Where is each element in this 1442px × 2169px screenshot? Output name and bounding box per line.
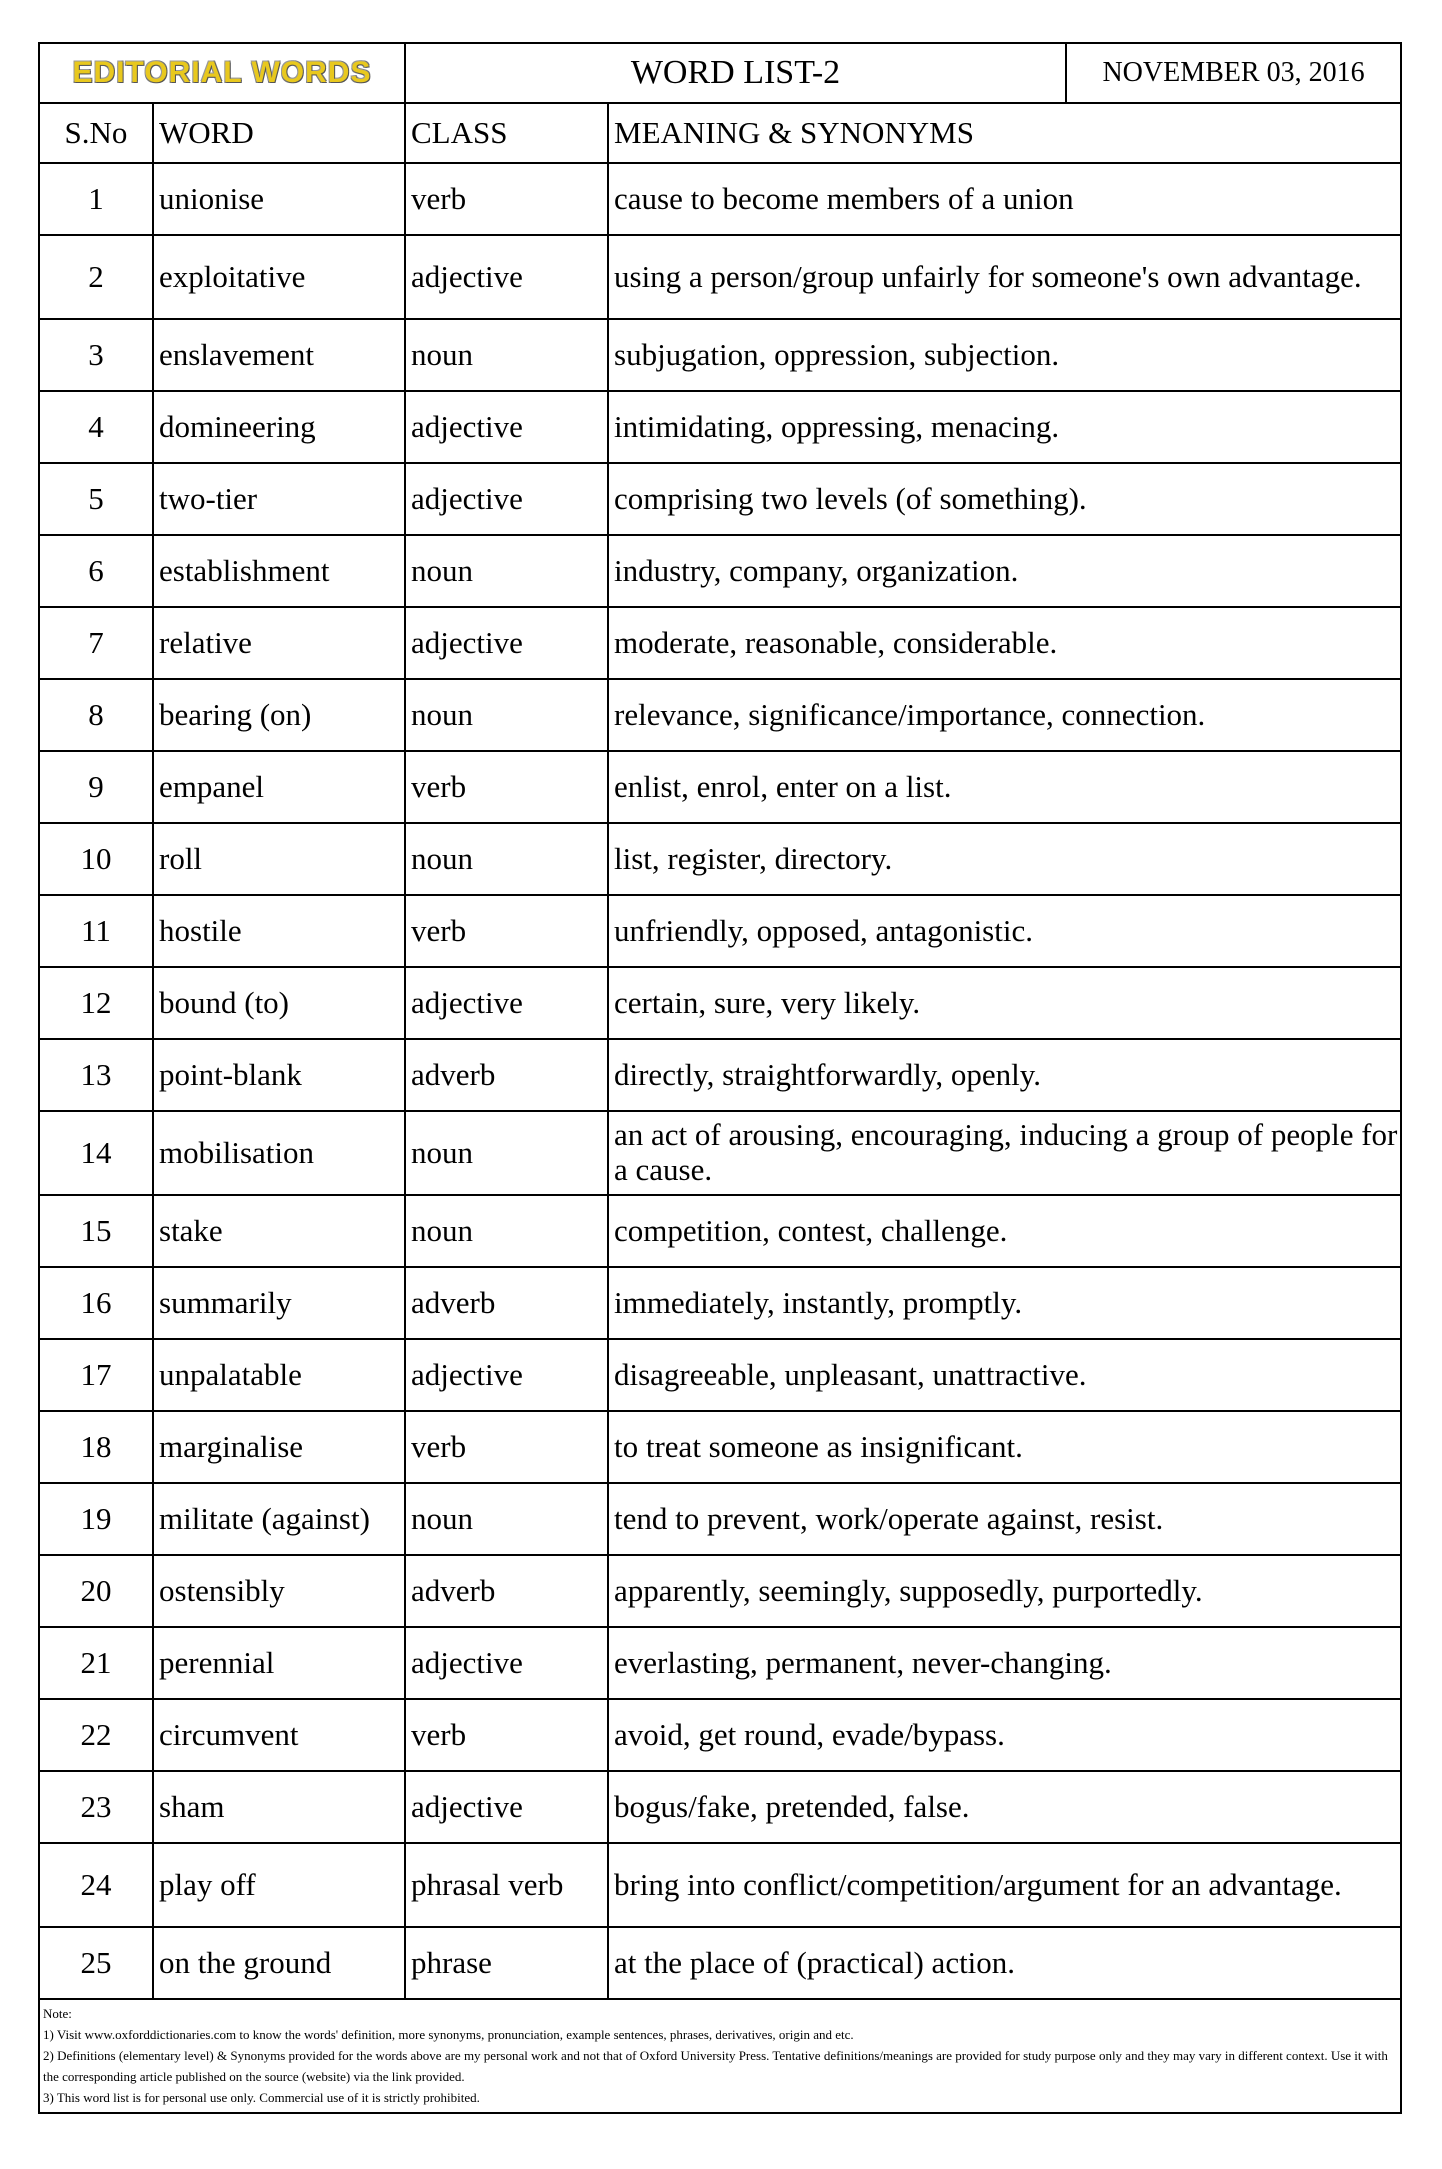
- word-cell: militate (against): [153, 1483, 405, 1555]
- sno-cell: 4: [39, 391, 153, 463]
- meaning-cell: bring into conflict/competition/argument for an advantage.: [608, 1843, 1401, 1927]
- table-row: [39, 1039, 1401, 1111]
- class-cell: adverb: [405, 1555, 608, 1627]
- class-cell: noun: [405, 319, 608, 391]
- meaning-cell: relevance, significance/importance, connection.: [608, 679, 1401, 751]
- meaning-cell: disagreeable, unpleasant, unattractive.: [608, 1339, 1401, 1411]
- word-cell: circumvent: [153, 1699, 405, 1771]
- logo-text: EDITORIAL WORDS: [72, 56, 372, 89]
- notes-row: [39, 1999, 1401, 2113]
- word-cell: bearing (on): [153, 679, 405, 751]
- sno-cell: 2: [39, 235, 153, 319]
- sno-cell: 24: [39, 1843, 153, 1927]
- class-cell: adjective: [405, 607, 608, 679]
- class-cell: noun: [405, 1111, 608, 1195]
- meaning-cell: certain, sure, very likely.: [608, 967, 1401, 1039]
- sno-cell: 22: [39, 1699, 153, 1771]
- table-row: [39, 1267, 1401, 1339]
- word-cell: hostile: [153, 895, 405, 967]
- class-cell: verb: [405, 1699, 608, 1771]
- table-row: [39, 751, 1401, 823]
- class-cell: adjective: [405, 1771, 608, 1843]
- sno-cell: 18: [39, 1411, 153, 1483]
- note-line: 1) Visit www.oxforddictionaries.com to know the words' definition, more synonyms, pronunciation, example sentences, phrases, derivatives, origin and etc.: [43, 2027, 854, 2043]
- notes-heading: Note:: [43, 2006, 72, 2021]
- class-cell: verb: [405, 1411, 608, 1483]
- meaning-cell: to treat someone as insignificant.: [608, 1411, 1401, 1483]
- word-list-table: [38, 42, 1402, 2114]
- table-row: [39, 823, 1401, 895]
- word-rows: [39, 163, 1401, 1999]
- column-header-meaning: MEANING & SYNONYMS: [608, 103, 1401, 163]
- sno-cell: 5: [39, 463, 153, 535]
- sno-cell: 23: [39, 1771, 153, 1843]
- table-row: [39, 895, 1401, 967]
- class-cell: noun: [405, 823, 608, 895]
- sno-cell: 17: [39, 1339, 153, 1411]
- word-cell: on the ground: [153, 1927, 405, 1999]
- class-cell: adjective: [405, 1339, 608, 1411]
- class-cell: adjective: [405, 391, 608, 463]
- table-row: [39, 1843, 1401, 1927]
- table-row: [39, 319, 1401, 391]
- table-row: [39, 235, 1401, 319]
- meaning-cell: list, register, directory.: [608, 823, 1401, 895]
- class-cell: adjective: [405, 235, 608, 319]
- table-row: [39, 607, 1401, 679]
- table-row: [39, 163, 1401, 235]
- sno-cell: 25: [39, 1927, 153, 1999]
- sno-cell: 13: [39, 1039, 153, 1111]
- column-header-word: WORD: [153, 103, 405, 163]
- meaning-cell: competition, contest, challenge.: [608, 1195, 1401, 1267]
- word-cell: mobilisation: [153, 1111, 405, 1195]
- table-row: [39, 1411, 1401, 1483]
- meaning-cell: bogus/fake, pretended, false.: [608, 1771, 1401, 1843]
- meaning-cell: industry, company, organization.: [608, 535, 1401, 607]
- word-cell: marginalise: [153, 1411, 405, 1483]
- meaning-cell: apparently, seemingly, supposedly, purportedly.: [608, 1555, 1401, 1627]
- meaning-cell: cause to become members of a union: [608, 163, 1401, 235]
- sno-cell: 19: [39, 1483, 153, 1555]
- sno-cell: 12: [39, 967, 153, 1039]
- meaning-cell: tend to prevent, work/operate against, resist.: [608, 1483, 1401, 1555]
- table-row: [39, 1483, 1401, 1555]
- word-cell: roll: [153, 823, 405, 895]
- class-cell: noun: [405, 1195, 608, 1267]
- note-line: 3) This word list is for personal use only. Commercial use of it is strictly prohibited.: [43, 2090, 480, 2106]
- word-cell: unionise: [153, 163, 405, 235]
- sno-cell: 21: [39, 1627, 153, 1699]
- sno-cell: 9: [39, 751, 153, 823]
- class-cell: verb: [405, 751, 608, 823]
- table-row: [39, 1927, 1401, 1999]
- table-row: [39, 463, 1401, 535]
- class-cell: verb: [405, 163, 608, 235]
- table-row: [39, 1699, 1401, 1771]
- table-row: [39, 1627, 1401, 1699]
- sno-cell: 1: [39, 163, 153, 235]
- table-row: [39, 535, 1401, 607]
- column-header-sno: S.No: [39, 103, 153, 163]
- class-cell: adjective: [405, 1627, 608, 1699]
- meaning-cell: intimidating, oppressing, menacing.: [608, 391, 1401, 463]
- meaning-cell: moderate, reasonable, considerable.: [608, 607, 1401, 679]
- word-cell: enslavement: [153, 319, 405, 391]
- table-row: [39, 679, 1401, 751]
- word-cell: summarily: [153, 1267, 405, 1339]
- table-row: [39, 1771, 1401, 1843]
- table-row: [39, 967, 1401, 1039]
- word-cell: play off: [153, 1843, 405, 1927]
- page-title: WORD LIST-2: [405, 43, 1066, 103]
- word-cell: relative: [153, 607, 405, 679]
- sno-cell: 15: [39, 1195, 153, 1267]
- column-header-class: CLASS: [405, 103, 608, 163]
- word-cell: point-blank: [153, 1039, 405, 1111]
- sno-cell: 7: [39, 607, 153, 679]
- table-row: [39, 1339, 1401, 1411]
- sno-cell: 10: [39, 823, 153, 895]
- meaning-cell: using a person/group unfairly for someone's own advantage.: [608, 235, 1401, 319]
- header-row: [39, 43, 1401, 103]
- notes: [39, 1999, 1401, 2113]
- sno-cell: 6: [39, 535, 153, 607]
- class-cell: adjective: [405, 967, 608, 1039]
- table-row: [39, 1111, 1401, 1195]
- table-row: [39, 1555, 1401, 1627]
- sno-cell: 11: [39, 895, 153, 967]
- class-cell: noun: [405, 535, 608, 607]
- list-date: NOVEMBER 03, 2016: [1066, 43, 1401, 103]
- word-cell: two-tier: [153, 463, 405, 535]
- meaning-cell: subjugation, oppression, subjection.: [608, 319, 1401, 391]
- sno-cell: 8: [39, 679, 153, 751]
- sno-cell: 20: [39, 1555, 153, 1627]
- sno-cell: 3: [39, 319, 153, 391]
- word-cell: bound (to): [153, 967, 405, 1039]
- meaning-cell: everlasting, permanent, never-changing.: [608, 1627, 1401, 1699]
- note-line: 2) Definitions (elementary level) & Synonyms provided for the words above are my personal work and not that of Oxford University Press. Tentative definitions/meanings are provided for study purpose only and they may vary in different context. Use it with the corresponding article published on the source (website) via the link provided.: [43, 2048, 1388, 2085]
- word-list-sheet: [38, 42, 1400, 2114]
- word-cell: empanel: [153, 751, 405, 823]
- column-header-row: [39, 103, 1401, 163]
- class-cell: phrasal verb: [405, 1843, 608, 1927]
- word-cell: establishment: [153, 535, 405, 607]
- word-cell: stake: [153, 1195, 405, 1267]
- meaning-cell: immediately, instantly, promptly.: [608, 1267, 1401, 1339]
- meaning-cell: avoid, get round, evade/bypass.: [608, 1699, 1401, 1771]
- class-cell: adverb: [405, 1039, 608, 1111]
- meaning-cell: comprising two levels (of something).: [608, 463, 1401, 535]
- word-cell: exploitative: [153, 235, 405, 319]
- logo: [39, 43, 405, 103]
- class-cell: verb: [405, 895, 608, 967]
- meaning-cell: at the place of (practical) action.: [608, 1927, 1401, 1999]
- meaning-cell: enlist, enrol, enter on a list.: [608, 751, 1401, 823]
- class-cell: noun: [405, 1483, 608, 1555]
- table-row: [39, 391, 1401, 463]
- class-cell: noun: [405, 679, 608, 751]
- class-cell: adjective: [405, 463, 608, 535]
- word-cell: sham: [153, 1771, 405, 1843]
- meaning-cell: an act of arousing, encouraging, inducing a group of people for a cause.: [608, 1111, 1401, 1195]
- sno-cell: 14: [39, 1111, 153, 1195]
- word-cell: domineering: [153, 391, 405, 463]
- meaning-cell: directly, straightforwardly, openly.: [608, 1039, 1401, 1111]
- table-row: [39, 1195, 1401, 1267]
- word-cell: unpalatable: [153, 1339, 405, 1411]
- sno-cell: 16: [39, 1267, 153, 1339]
- word-cell: perennial: [153, 1627, 405, 1699]
- class-cell: phrase: [405, 1927, 608, 1999]
- meaning-cell: unfriendly, opposed, antagonistic.: [608, 895, 1401, 967]
- word-cell: ostensibly: [153, 1555, 405, 1627]
- class-cell: adverb: [405, 1267, 608, 1339]
